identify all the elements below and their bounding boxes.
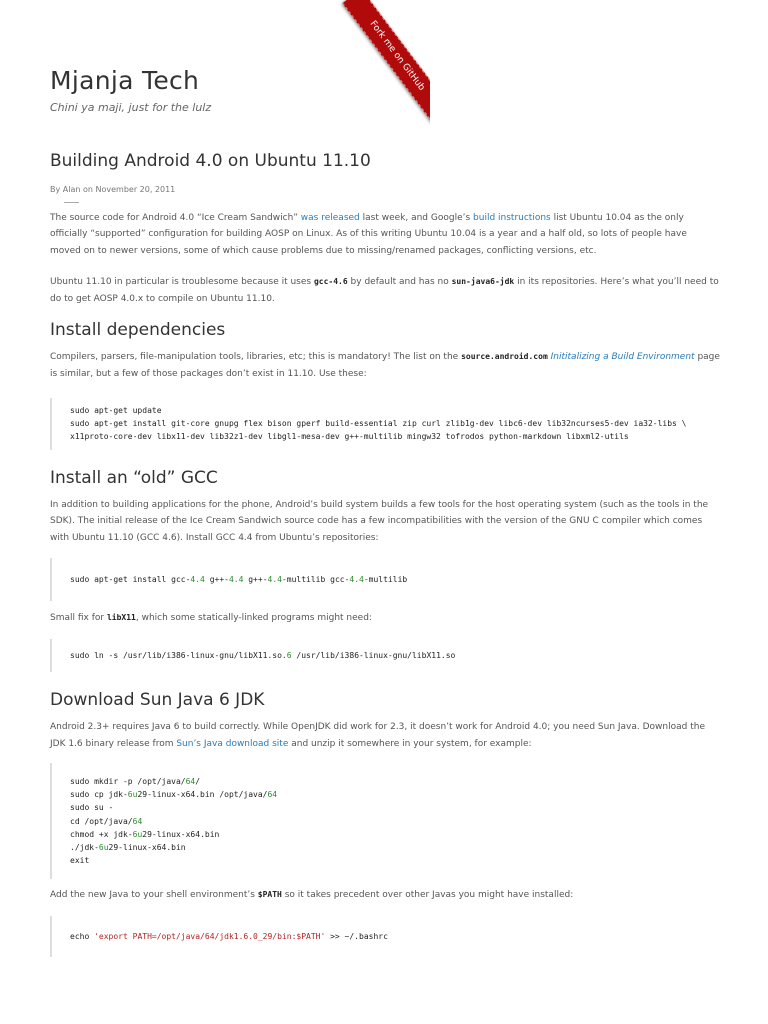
- site-title[interactable]: Mjanja Tech: [50, 66, 200, 95]
- download-java-heading: Download Sun Java 6 JDK: [50, 690, 265, 711]
- build-instructions-link[interactable]: build instructions: [473, 212, 551, 223]
- path-text-2: so it takes precedent over other Javas you might have installed:: [281, 890, 574, 901]
- ubuntu-paragraph: [50, 274, 720, 307]
- libx11-paragraph: [50, 610, 720, 627]
- initializing-build-env-link[interactable]: Inititalizing a Build Environment: [550, 352, 695, 362]
- java-paragraph: [50, 719, 720, 752]
- s3-text-2: and unzip it somewhere in your system, for example:: [288, 738, 532, 749]
- path-text-1: Add the new Java to your shell environment’s: [50, 890, 258, 901]
- p2-text-1: Ubuntu 11.10 in particular is troublesome because it uses: [50, 277, 314, 287]
- path-code: $PATH: [257, 890, 282, 900]
- install-old-gcc-heading: Install an “old” GCC: [50, 467, 218, 488]
- p2-text-3: in its repositories. Here’s what you’ll need to do to get AOSP 4.0.x to compile on Ubuntu 11.10.: [50, 277, 719, 304]
- sun-java-download-link[interactable]: Sun’s Java download site: [176, 738, 289, 749]
- was-released-link[interactable]: was released: [300, 212, 360, 223]
- gcc-paragraph: In addition to building applications for the phone, Android’s build system builds a few tools for the host operating system (such as the tools in the SDK). The initial release of the Ice Cream Sandwich source code has a few incompatibilities with the version of the GNU C compiler which comes with Ubuntu 11.10 (GCC 4.6). Install GCC 4.4 from Ubuntu’s repositories:: [50, 499, 709, 543]
- source-android-code: source.android.com: [461, 352, 548, 361]
- install-dependencies-heading: Install dependencies: [50, 320, 226, 340]
- s3-text-1: Android 2.3+ requires Java 6 to build correctly. While OpenJDK did work for 2.3, it doesn’t work for Android 4.0; you need Sun Java. Download the JDK 1.6 binary release from: [50, 722, 705, 749]
- path-paragraph: [50, 887, 720, 904]
- site-tagline: Chini ya maji, just for the lulz: [50, 101, 212, 114]
- github-ribbon-container: [330, 0, 430, 140]
- gcc-code: gcc-4.6: [313, 277, 348, 286]
- post-content: [50, 150, 720, 957]
- post-title[interactable]: Building Android 4.0 on Ubuntu 11.10: [50, 151, 371, 171]
- intro-text-1: The source code for Android 4.0 “Ice Cream Sandwich”: [50, 212, 301, 223]
- intro-text-3: list Ubuntu 10.04 as the only officially “supported” configuration for building AOSP on Linux. As of this writing Ubuntu 10.04 is a year and a half old, so lots of people have moved on to newer versions, some of which cause problems due to missing/renamed packages, conflicting versions, etc.: [50, 212, 687, 256]
- fix-text-2: , which some statically-linked programs might need:: [135, 613, 372, 624]
- s1-text-1: Compilers, parsers, file-manipulation tools, libraries, etc; this is mandatory! The list on the: [50, 352, 462, 362]
- dependencies-code-block: sudo apt-get update sudo apt-get install git-core gnupg flex bison gperf build-essential zip curl zlib1g-dev libc6-dev lib32ncurses5-dev ia32-libs \ x11proto-core-dev libx11-dev lib32z1-dev libgl1-mesa-dev g++-multilib mingw32 tofrodos python-markdown libxml2-utils: [50, 398, 720, 450]
- post-meta: By Alan on November 20, 2011: [50, 185, 176, 194]
- libx11-code: libX11: [106, 613, 136, 623]
- intro-text-2: last week, and Google’s: [359, 212, 474, 223]
- meta-divider: [64, 202, 79, 203]
- dependencies-paragraph: [50, 349, 720, 382]
- sun-java-code: sun-java6-jdk: [451, 277, 515, 286]
- path-code-block: echo 'export PATH=/opt/java/64/jdk1.6.0_29/bin:$PATH' >> ~/.bashrc: [50, 916, 720, 957]
- gcc-install-code-block: sudo apt-get install gcc-4.4 g++-4.4 g++-4.4-multilib gcc-4.4-multilib: [50, 558, 720, 601]
- fork-me-ribbon[interactable]: Fork me on GitHub: [342, 0, 430, 123]
- s1-text-2: page is similar, but a few of those packages don’t exist in 11.10. Use these:: [50, 352, 720, 379]
- p2-text-2: by default and has no: [347, 277, 452, 287]
- libx11-code-block: sudo ln -s /usr/lib/i386-linux-gnu/libX11.so.6 /usr/lib/i386-linux-gnu/libX11.so: [50, 639, 720, 672]
- intro-paragraph: [50, 210, 720, 260]
- fix-text-1: Small fix for: [50, 613, 107, 624]
- java-code-block: sudo mkdir -p /opt/java/64/ sudo cp jdk-6u29-linux-x64.bin /opt/java/64 sudo su - cd /opt/java/64 chmod +x jdk-6u29-linux-x64.bin ./jdk-6u29-linux-x64.bin exit: [50, 763, 720, 879]
